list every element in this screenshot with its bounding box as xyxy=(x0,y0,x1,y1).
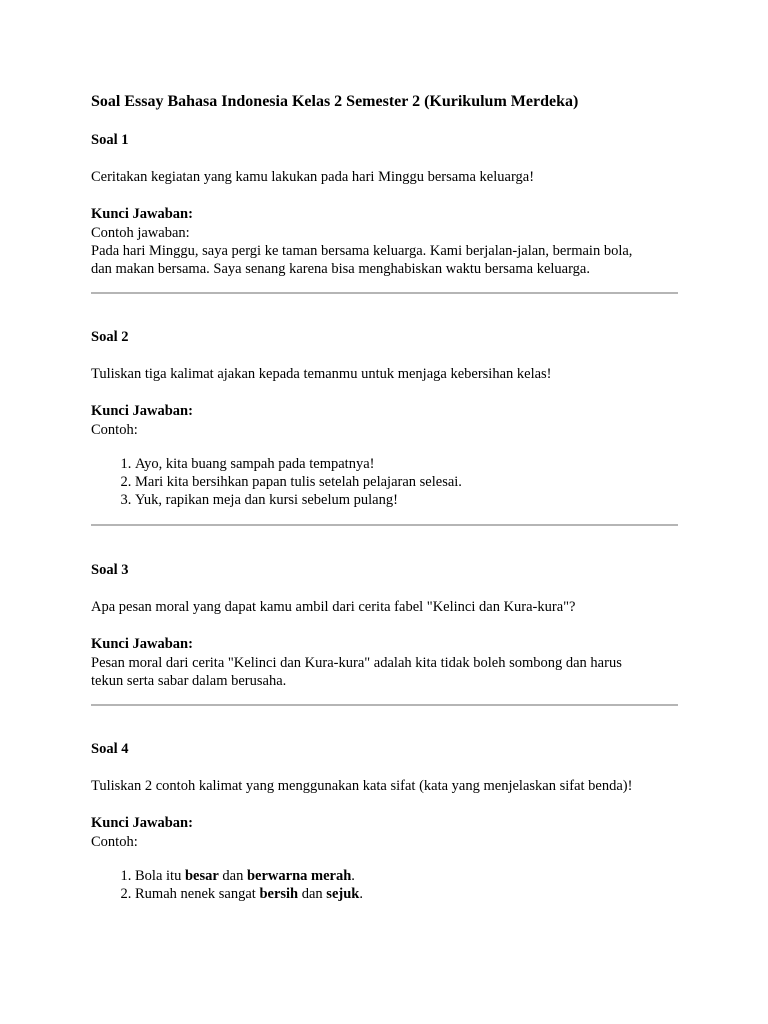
section-divider xyxy=(91,292,678,294)
item-text: Rumah nenek sangat xyxy=(135,886,260,902)
adjective: berwarna merah xyxy=(246,868,352,884)
soal-3-answer-line-1: Pesan moral dari cerita "Kelinci dan Kura-kura" adalah kita tidak boleh sombong dan harus xyxy=(91,655,622,671)
soal-2-heading: Soal 2 xyxy=(91,329,129,345)
page-title: Soal Essay Bahasa Indonesia Kelas 2 Semester 2 (Kurikulum Merdeka) xyxy=(91,93,579,110)
list-item: 1. Ayo, kita buang sampah pada tempatnya! xyxy=(135,455,681,473)
soal-3-section xyxy=(91,560,681,690)
adjective: sejuk xyxy=(326,886,360,902)
list-item xyxy=(135,885,681,903)
soal-4-answer-list xyxy=(91,867,681,903)
soal-2-answer-list xyxy=(91,455,681,509)
item-text: dan xyxy=(298,886,327,902)
soal-2-answer-label: Kunci Jawaban: xyxy=(91,403,193,419)
soal-1-section xyxy=(91,130,681,278)
soal-3-question: Apa pesan moral yang dapat kamu ambil dari cerita fabel "Kelinci dan Kura-kura"? xyxy=(91,599,576,615)
soal-4-section xyxy=(91,739,681,903)
soal-1-heading: Soal 1 xyxy=(91,132,129,148)
soal-1-answer-intro: Contoh jawaban: xyxy=(91,225,190,241)
soal-4-answer-label: Kunci Jawaban: xyxy=(91,815,193,831)
soal-2-section xyxy=(91,327,681,509)
list-item: 2. Mari kita bersihkan papan tulis setelah pelajaran selesai. xyxy=(135,473,681,491)
soal-3-answer-label: Kunci Jawaban: xyxy=(91,636,193,652)
soal-1-answer-line-1: Pada hari Minggu, saya pergi ke taman bersama keluarga. Kami berjalan-jalan, bermain bola, xyxy=(91,243,633,259)
section-divider xyxy=(91,524,678,526)
item-text: Bola itu xyxy=(135,868,185,884)
adjective: bersih xyxy=(259,886,299,902)
soal-3-answer-line-2: tekun serta sabar dalam berusaha. xyxy=(91,673,287,689)
soal-2-answer-intro: Contoh: xyxy=(91,422,138,438)
item-text: . xyxy=(359,886,363,902)
adjective: besar xyxy=(184,868,219,884)
section-divider xyxy=(91,704,678,706)
list-item: 3. Yuk, rapikan meja dan kursi sebelum pulang! xyxy=(135,491,681,509)
soal-3-heading: Soal 3 xyxy=(91,562,129,578)
soal-1-answer-label: Kunci Jawaban: xyxy=(91,206,193,222)
soal-1-answer-line-2: dan makan bersama. Saya senang karena bisa menghabiskan waktu bersama keluarga. xyxy=(91,261,590,277)
list-item xyxy=(135,867,681,885)
soal-1-question: Ceritakan kegiatan yang kamu lakukan pada hari Minggu bersama keluarga! xyxy=(91,169,535,185)
soal-4-heading: Soal 4 xyxy=(91,741,129,757)
soal-4-answer-intro: Contoh: xyxy=(91,834,138,850)
soal-4-question: Tuliskan 2 contoh kalimat yang menggunakan kata sifat (kata yang menjelaskan sifat benda)! xyxy=(91,778,633,794)
item-text: dan xyxy=(218,868,247,884)
item-text: . xyxy=(351,868,355,884)
soal-2-question: Tuliskan tiga kalimat ajakan kepada temanmu untuk menjaga kebersihan kelas! xyxy=(91,366,552,382)
